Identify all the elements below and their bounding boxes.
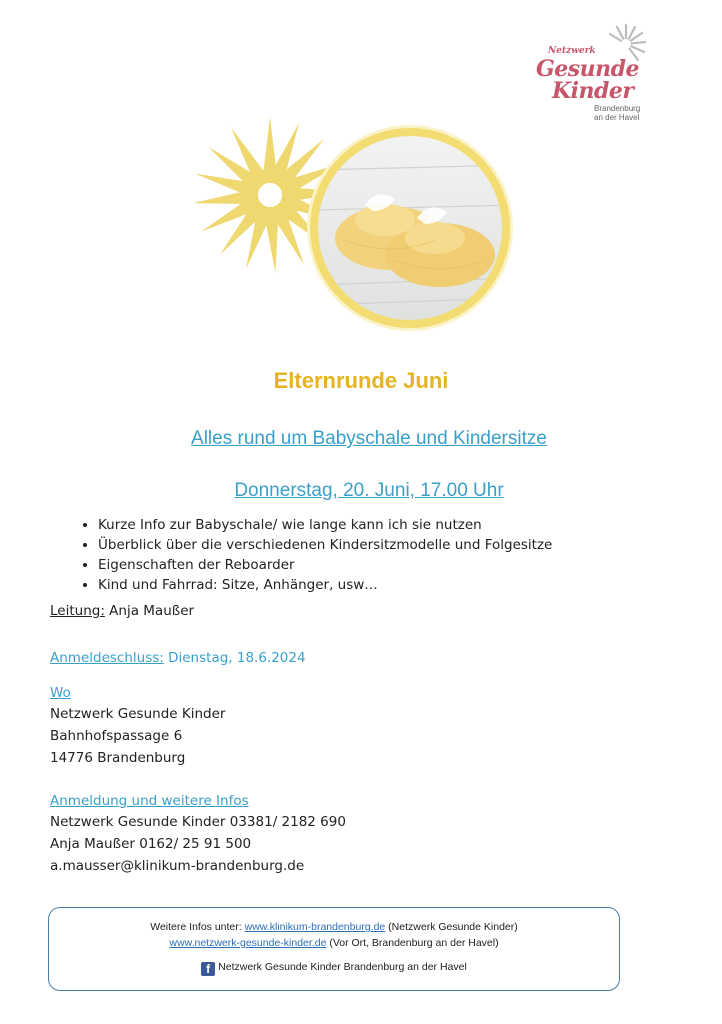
leitung bbox=[50, 600, 194, 622]
logo bbox=[528, 22, 648, 127]
wo-address bbox=[50, 703, 225, 769]
hero-illustration bbox=[195, 110, 525, 360]
facebook-text: Netzwerk Gesunde Kinder Brandenburg an der Havel bbox=[218, 961, 467, 973]
footer-row-2 bbox=[49, 937, 619, 949]
list-item: • Kurze Info zur Babyschale/ wie lange kann ich sie nutzen bbox=[98, 515, 552, 535]
footer-box bbox=[48, 907, 620, 991]
topic-list bbox=[70, 515, 552, 595]
contact-line: Anja Maußer 0162/ 25 91 500 bbox=[50, 836, 252, 852]
anmeldung-label: Anmeldung und weitere Infos bbox=[50, 793, 249, 809]
list-item: • Eigenschaften der Reboarder bbox=[98, 555, 552, 575]
footer-suffix1: (Netzwerk Gesunde Kinder) bbox=[385, 921, 518, 933]
logo-line2: Kinder bbox=[552, 78, 634, 104]
address-line: 14776 Brandenburg bbox=[50, 750, 186, 766]
list-item: • Überblick über die verschiedenen Kindersitzmodelle und Folgesitze bbox=[98, 535, 552, 555]
contact-line: Netzwerk Gesunde Kinder 03381/ 2182 690 bbox=[50, 814, 346, 830]
footer-suffix2: (Vor Ort, Brandenburg an der Havel) bbox=[326, 937, 499, 949]
logo-place-line2: an der Havel bbox=[594, 113, 640, 122]
address-line: Bahnhofspassage 6 bbox=[50, 728, 183, 744]
logo-place bbox=[594, 104, 640, 122]
list-item: • Kind und Fahrrad: Sitze, Anhänger, usw… bbox=[98, 575, 552, 595]
logo-place-line1: Brandenburg bbox=[594, 104, 641, 113]
event-date: Donnerstag, 20. Juni, 17.00 Uhr bbox=[234, 480, 504, 501]
contact-email[interactable]: a.mausser@klinikum-brandenburg.de bbox=[50, 858, 305, 874]
footer-row-3 bbox=[49, 961, 619, 976]
anmeldeschluss-label: Anmeldeschluss: bbox=[50, 650, 164, 666]
anmeldeschluss-value: Dienstag, 18.6.2024 bbox=[163, 650, 306, 666]
anmeldeschluss bbox=[50, 647, 306, 669]
logo-small-text: Netzwerk bbox=[548, 46, 596, 56]
facebook-icon[interactable]: f bbox=[201, 962, 215, 976]
footer-row-1 bbox=[49, 921, 619, 933]
anmeldung-contacts bbox=[50, 811, 346, 877]
netzwerk-link[interactable]: www.netzwerk-gesunde-kinder.de bbox=[169, 937, 327, 949]
leitung-value: Anja Maußer bbox=[104, 603, 195, 619]
leitung-label: Leitung: bbox=[50, 603, 105, 619]
address-line: Netzwerk Gesunde Kinder bbox=[50, 706, 226, 722]
klinikum-link[interactable]: www.klinikum-brandenburg.de bbox=[244, 921, 386, 933]
footer-prefix: Weitere Infos unter: bbox=[150, 921, 245, 933]
subtitle: Alles rund um Babyschale und Kindersitze bbox=[191, 428, 547, 449]
logo-line1: Gesunde bbox=[536, 56, 640, 82]
page-title: Elternrunde Juni bbox=[273, 368, 449, 393]
wo-label: Wo bbox=[50, 685, 71, 701]
